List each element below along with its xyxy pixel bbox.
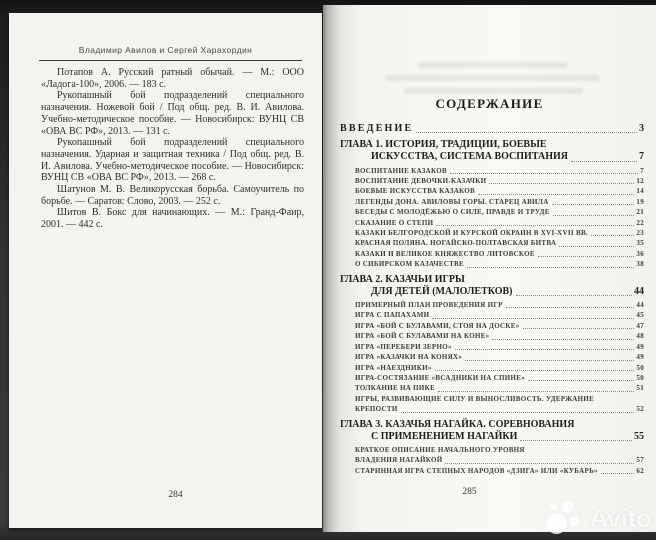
toc-line bbox=[355, 207, 644, 217]
toc-entry-label: ЛЕГЕНДЫ ДОНА. АВИЛОВЫ ГОРЫ. СТАРЕЦ АВИЛА bbox=[355, 197, 549, 206]
toc-line bbox=[355, 300, 644, 310]
toc-entry-label: ВОСПИТАНИЕ ДЕВОЧКИ-КАЗАЧКИ bbox=[355, 177, 487, 186]
running-head-rule bbox=[39, 60, 302, 61]
toc-line bbox=[355, 228, 644, 238]
bibliography-paragraph: Шатунов М. В. Великорусская борьба. Самоучитель по борьбе. — Саратов: Слово, 2003. — 252 с. bbox=[41, 184, 304, 207]
toc-entry-label: О СИБИРСКОМ КАЗАЧЕСТВЕ bbox=[355, 260, 464, 269]
toc-entry bbox=[340, 228, 644, 238]
toc-entry bbox=[340, 321, 644, 331]
bibliography-paragraph: Рукопашный бой подразделений специального назначения. Ударная и защитная техника / Под общ. ред. В. И. Авилова. Учебно-методическое пособие. — Новосибирск: ВУНЦ СВ «ОВА ВС РФ», 2013. — 268 с. bbox=[41, 137, 304, 184]
toc-dot-leader bbox=[492, 339, 634, 340]
toc-entry-label: КРАСНАЯ ПОЛЯНА. НОГАЙСКО-ПОЛТАВСКАЯ БИТВА bbox=[355, 239, 557, 248]
toc-entry-label: ИГРА-СОСТЯЗАНИЕ «ВСАДНИКИ НА СПИНЕ» bbox=[355, 373, 526, 382]
toc-dot-leader bbox=[467, 267, 634, 268]
toc-dot-leader bbox=[436, 225, 634, 226]
toc-dot-leader bbox=[520, 440, 632, 441]
toc-entry-label: ИГРА «КАЗАЧКИ НА КОНЯХ» bbox=[355, 353, 463, 362]
toc-line bbox=[371, 151, 644, 163]
toc-entry-page: 7 bbox=[640, 166, 644, 175]
toc-entry-label: БЕСЕДЫ С МОЛОДЁЖЬЮ О СИЛЕ, ПРАВДЕ И ТРУДЕ bbox=[355, 208, 550, 217]
toc-entry-page: 12 bbox=[636, 177, 644, 186]
toc-entry bbox=[340, 207, 644, 217]
toc-entry-label: ИГРА «ПЕРЕБЕРИ ЗЕРНО» bbox=[355, 342, 452, 351]
toc-line bbox=[355, 238, 644, 248]
toc-entry-page: 49 bbox=[636, 353, 644, 362]
toc-line bbox=[340, 139, 644, 151]
toc-entry-label: ИГРА «БОЙ С БУЛАВАМИ, СТОЯ НА ДОСКЕ» bbox=[355, 321, 520, 330]
toc-entry-page: 62 bbox=[636, 466, 644, 475]
table-of-contents bbox=[340, 119, 644, 476]
toc-entry-label: ГЛАВА 2. КАЗАЧЬИ ИГРЫ bbox=[340, 273, 465, 285]
toc-dot-leader bbox=[432, 318, 634, 319]
toc-line bbox=[355, 197, 644, 207]
toc-entry-page: 47 bbox=[636, 321, 644, 330]
toc-dot-leader bbox=[553, 215, 635, 216]
toc-entry-label: С ПРИМЕНЕНИЕМ НАГАЙКИ bbox=[371, 430, 518, 442]
toc-entry-page: 57 bbox=[636, 456, 644, 465]
toc-entry-label: ТОЛКАНИЕ НА ПИКЕ bbox=[355, 384, 436, 393]
toc-line bbox=[355, 249, 644, 259]
toc-entry bbox=[340, 176, 644, 186]
toc-dot-leader bbox=[455, 349, 635, 350]
toc-entry bbox=[340, 249, 644, 259]
toc-entry-label: ГЛАВА 1. ИСТОРИЯ, ТРАДИЦИИ, БОЕВЫЕ bbox=[340, 139, 547, 151]
toc-entry-label: СКАЗАНИЕ О СТЕПИ bbox=[355, 218, 434, 227]
toc-entry-page: 44 bbox=[636, 301, 644, 310]
toc-dot-leader bbox=[559, 246, 634, 247]
toc-entry bbox=[340, 274, 644, 298]
toc-line bbox=[355, 352, 644, 362]
toc-entry-label: БОЕВЫЕ ИСКУССТВА КАЗАКОВ bbox=[355, 187, 475, 196]
toc-entry bbox=[340, 383, 644, 393]
toc-entry-page: 44 bbox=[634, 285, 644, 297]
toc-line bbox=[371, 431, 644, 443]
toc-line bbox=[355, 373, 644, 383]
toc-entry-page: 45 bbox=[636, 311, 644, 320]
toc-entry-page: 19 bbox=[636, 197, 644, 206]
toc-entry bbox=[340, 373, 644, 383]
toc-entry-label: КАЗАКИ И ВЕЛИКОЕ КНЯЖЕСТВО ЛИТОВСКОЕ bbox=[355, 249, 535, 258]
toc-entry bbox=[340, 445, 644, 466]
toc-entry-label: ВОСПИТАНИЕ КАЗАКОВ bbox=[355, 166, 447, 175]
toc-entry-page: 21 bbox=[636, 208, 644, 217]
toc-entry-label: ВВЕДЕНИЕ bbox=[340, 123, 414, 134]
toc-entry bbox=[340, 310, 644, 320]
toc-entry-label: ИГРЫ, РАЗВИВАЮЩИЕ СИЛУ И ВЫНОСЛИВОСТЬ. УДЕРЖАНИЕ bbox=[355, 394, 595, 403]
toc-entry bbox=[340, 394, 644, 415]
toc-dot-leader bbox=[435, 370, 635, 371]
right-page-number: 285 bbox=[462, 487, 477, 497]
toc-entry bbox=[340, 186, 644, 196]
toc-entry-label: ДЛЯ ДЕТЕЙ (МАЛОЛЕТКОВ) bbox=[371, 285, 513, 297]
bleed-through-text bbox=[418, 62, 568, 68]
toc-line bbox=[371, 286, 644, 298]
toc-entry bbox=[340, 363, 644, 373]
toc-entry-page: 48 bbox=[636, 332, 644, 341]
toc-entry-page: 52 bbox=[636, 405, 644, 414]
toc-dot-leader bbox=[552, 204, 635, 205]
toc-entry bbox=[340, 466, 644, 476]
toc-dot-leader bbox=[465, 360, 634, 361]
toc-entry-label: ВЛАДЕНИЯ НАГАЙКОЙ bbox=[355, 456, 443, 465]
bleed-through-text bbox=[403, 88, 583, 94]
toc-entry bbox=[340, 139, 644, 163]
avito-logo-icon bbox=[546, 500, 584, 536]
toc-line bbox=[355, 218, 644, 228]
toc-entry-page: 7 bbox=[639, 151, 644, 163]
toc-line bbox=[355, 310, 644, 320]
toc-entry-page: 38 bbox=[636, 260, 644, 269]
toc-entry-label: ИГРА «НАЕЗДНИКИ» bbox=[355, 363, 432, 372]
bibliography-list bbox=[41, 67, 304, 231]
toc-line bbox=[355, 445, 644, 455]
toc-line bbox=[355, 342, 644, 352]
toc-dot-leader bbox=[416, 132, 637, 133]
toc-line bbox=[355, 394, 644, 404]
toc-entry bbox=[340, 123, 644, 135]
toc-entry-page: 22 bbox=[636, 218, 644, 227]
left-page bbox=[9, 13, 322, 528]
toc-entry bbox=[340, 352, 644, 362]
right-page bbox=[323, 5, 656, 532]
toc-entry bbox=[340, 419, 644, 443]
toc-entry bbox=[340, 238, 644, 248]
toc-entry-page: 50 bbox=[636, 373, 644, 382]
toc-dot-leader bbox=[571, 161, 637, 162]
toc-entry-label: ПРИМЕРНЫЙ ПЛАН ПРОВЕДЕНИЯ ИГР bbox=[355, 301, 503, 310]
toc-line bbox=[355, 404, 644, 414]
toc-dot-leader bbox=[516, 295, 632, 296]
toc-line bbox=[355, 176, 644, 186]
avito-watermark bbox=[546, 500, 651, 536]
toc-entry-label: КАЗАКИ БЕЛГОРОДСКОЙ И КУРСКОЙ ОКРАИН В XVI-XVII ВВ. bbox=[355, 229, 588, 238]
toc-entry-label: ИСКУССТВА, СИСТЕМА ВОСПИТАНИЯ bbox=[371, 151, 569, 163]
toc-entry bbox=[340, 331, 644, 341]
toc-entry-page: 23 bbox=[636, 229, 644, 238]
toc-entry bbox=[340, 166, 644, 176]
bleed-through-text bbox=[385, 75, 600, 81]
toc-entry-label: КРАТКОЕ ОПИСАНИЕ НАЧАЛЬНОГО УРОВНЯ bbox=[355, 445, 525, 454]
toc-entry-page: 49 bbox=[636, 342, 644, 351]
toc-entry bbox=[340, 300, 644, 310]
toc-dot-leader bbox=[591, 235, 634, 236]
toc-entry-page: 50 bbox=[636, 363, 644, 372]
toc-entry bbox=[340, 342, 644, 352]
toc-line bbox=[355, 383, 644, 393]
toc-line bbox=[340, 419, 644, 431]
toc-entry-page: 55 bbox=[634, 430, 644, 442]
toc-line bbox=[355, 186, 644, 196]
toc-dot-leader bbox=[478, 194, 634, 195]
toc-line bbox=[355, 321, 644, 331]
toc-line bbox=[355, 259, 644, 269]
running-head: Владимир Авилов и Сергей Харахордин bbox=[78, 45, 253, 55]
toc-entry-label: СТАРИННАЯ ИГРА СТЕПНЫХ НАРОДОВ «ДЗИГА» ИЛИ «КУБАРЬ» bbox=[355, 466, 598, 475]
toc-title: СОДЕРЖАНИЕ bbox=[435, 96, 544, 111]
toc-line bbox=[355, 331, 644, 341]
toc-entry-page: 35 bbox=[636, 239, 644, 248]
toc-entry-page: 14 bbox=[636, 187, 644, 196]
toc-dot-leader bbox=[528, 380, 634, 381]
toc-dot-leader bbox=[445, 463, 634, 464]
toc-line bbox=[355, 166, 644, 176]
bibliography-paragraph: Шитов В. Бокс для начинающих. — М.: Гранд-Фаир, 2001. — 442 с. bbox=[41, 207, 304, 231]
toc-entry bbox=[340, 218, 644, 228]
bibliography-paragraph: Рукопашный бой подразделений специального назначения. Ножевой бой / Под общ. ред. В. И. Авилова. Учебно-методическое пособие. — Новосибирск: ВУНЦ СВ «ОВА ВС РФ», 2013. — 131 с. bbox=[41, 90, 304, 137]
toc-entry bbox=[340, 259, 644, 269]
left-page-number: 284 bbox=[168, 490, 183, 500]
toc-entry-page: 3 bbox=[639, 123, 644, 134]
bibliography-paragraph: Потапов А. Русский ратный обычай. — М.: ООО «Ладога-100», 2006. — 183 с. bbox=[41, 67, 304, 90]
toc-dot-leader bbox=[538, 256, 635, 257]
toc-dot-leader bbox=[601, 473, 635, 474]
toc-dot-leader bbox=[506, 307, 635, 308]
toc-dot-leader bbox=[401, 412, 635, 413]
toc-entry-label: КРЕПОСТИ bbox=[355, 405, 398, 414]
toc-entry-label: ИГРА «БОЙ С БУЛАВАМИ НА КОНЕ» bbox=[355, 332, 490, 341]
toc-line bbox=[340, 123, 644, 135]
toc-dot-leader bbox=[489, 183, 634, 184]
toc-line bbox=[340, 274, 644, 286]
toc-entry-label: ИГРА С ПАПАХАМИ bbox=[355, 311, 430, 320]
toc-entry-label: ГЛАВА 3. КАЗАЧЬЯ НАГАЙКА. СОРЕВНОВАНИЯ bbox=[340, 418, 575, 430]
toc-line bbox=[355, 466, 644, 476]
toc-entry-page: 51 bbox=[636, 384, 644, 393]
toc-dot-leader bbox=[438, 391, 634, 392]
toc-line bbox=[355, 455, 644, 465]
toc-entry-page: 36 bbox=[636, 249, 644, 258]
toc-entry bbox=[340, 197, 644, 207]
toc-dot-leader bbox=[523, 328, 635, 329]
toc-line bbox=[355, 363, 644, 373]
toc-dot-leader bbox=[450, 173, 638, 174]
avito-watermark-label: Avito bbox=[589, 502, 651, 533]
